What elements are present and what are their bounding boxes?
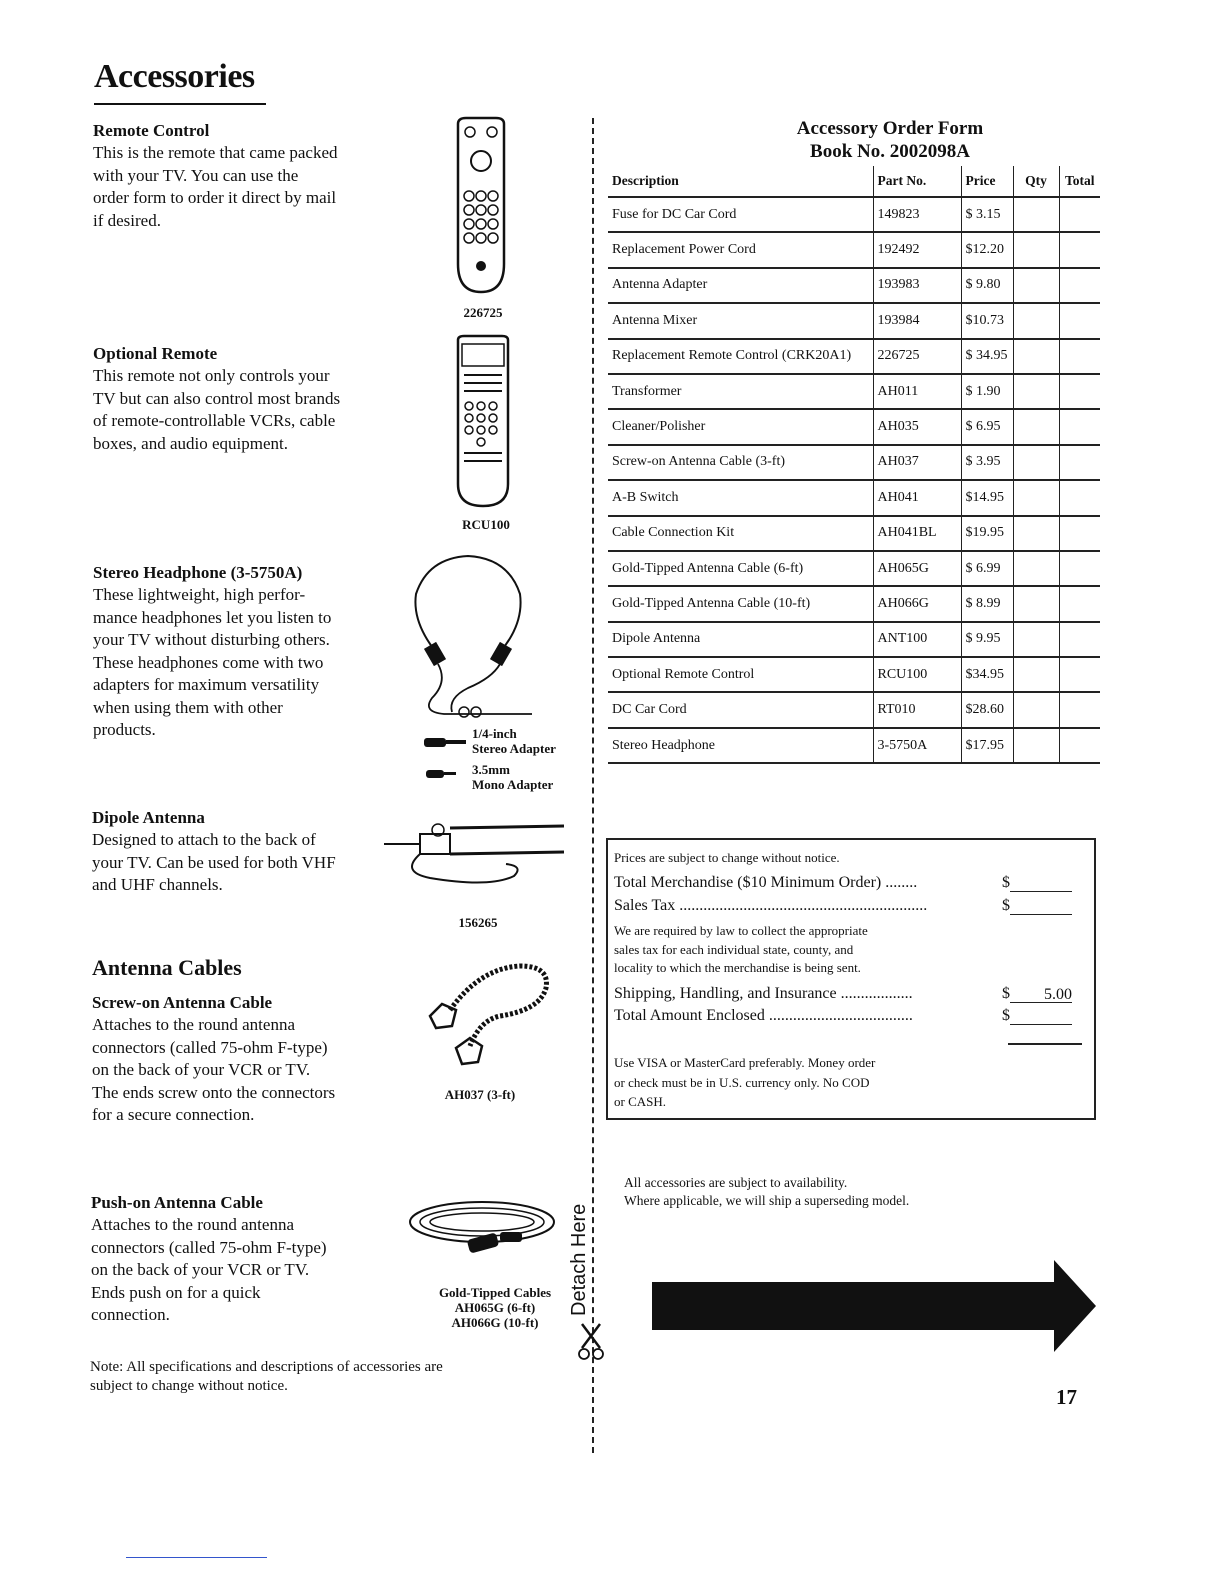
cell-qty[interactable] bbox=[1013, 268, 1059, 303]
push-on-cable-image bbox=[404, 1196, 560, 1278]
cell-price: $ 3.95 bbox=[961, 445, 1013, 480]
cell-description: Screw-on Antenna Cable (3-ft) bbox=[608, 445, 873, 480]
table-row bbox=[608, 268, 1100, 303]
cell-price: $34.95 bbox=[961, 657, 1013, 692]
cell-part-number: 193983 bbox=[873, 268, 961, 303]
cell-total[interactable] bbox=[1059, 445, 1100, 480]
table-row bbox=[608, 197, 1100, 232]
cell-qty[interactable] bbox=[1013, 197, 1059, 232]
screw-on-heading: Screw-on Antenna Cable bbox=[92, 993, 273, 1012]
screw-on-section bbox=[92, 992, 392, 1127]
cell-price: $ 1.90 bbox=[961, 374, 1013, 409]
dipole-heading: Dipole Antenna bbox=[92, 808, 205, 827]
cell-description: Replacement Remote Control (CRK20A1) bbox=[608, 339, 873, 374]
push-on-caption: Gold-Tipped Cables AH065G (6-ft) AH066G (10-ft) bbox=[438, 1285, 552, 1330]
cell-qty[interactable] bbox=[1013, 516, 1059, 551]
optional-remote-text: This remote not only controls your TV but can also control most brands of remote-controllable VCRs, cable boxes, and audio equipment. bbox=[93, 366, 341, 453]
table-row bbox=[608, 232, 1100, 267]
cell-price: $ 34.95 bbox=[961, 339, 1013, 374]
table-row bbox=[608, 586, 1100, 621]
cell-description: Antenna Mixer bbox=[608, 303, 873, 338]
cell-total[interactable] bbox=[1059, 551, 1100, 586]
mono-adapter-caption: 3.5mm Mono Adapter bbox=[472, 762, 554, 792]
cell-total[interactable] bbox=[1059, 516, 1100, 551]
payment-note: Use VISA or MasterCard preferably. Money order or check must be in U.S. currency only. No COD or CASH. bbox=[614, 1055, 876, 1109]
cell-description: Fuse for DC Car Cord bbox=[608, 197, 873, 232]
screw-on-part-number: AH037 (3-ft) bbox=[444, 1087, 516, 1102]
cell-qty[interactable] bbox=[1013, 303, 1059, 338]
shipping-label: Shipping, Handling, and Insurance .................. bbox=[614, 985, 913, 1002]
cell-qty[interactable] bbox=[1013, 232, 1059, 267]
headphone-section bbox=[93, 562, 393, 742]
total-enclosed-field[interactable]: $ bbox=[1002, 1007, 1072, 1025]
page-number: 17 bbox=[1056, 1385, 1077, 1409]
cell-total[interactable] bbox=[1059, 692, 1100, 727]
cell-qty[interactable] bbox=[1013, 586, 1059, 621]
cell-total[interactable] bbox=[1059, 339, 1100, 374]
bottom-rule bbox=[126, 1557, 267, 1558]
cell-description: Antenna Adapter bbox=[608, 268, 873, 303]
cell-qty[interactable] bbox=[1013, 551, 1059, 586]
cell-part-number: 193984 bbox=[873, 303, 961, 338]
column-header-description: Description bbox=[608, 166, 873, 197]
availability-note: All accessories are subject to availability. Where applicable, we will ship a superseding model. bbox=[624, 1175, 910, 1208]
cell-part-number: AH041 bbox=[873, 480, 961, 515]
table-row bbox=[608, 409, 1100, 444]
cell-total[interactable] bbox=[1059, 197, 1100, 232]
table-row bbox=[608, 622, 1100, 657]
cell-price: $14.95 bbox=[961, 480, 1013, 515]
total-merchandise-field[interactable]: $ bbox=[1002, 874, 1072, 892]
cell-qty[interactable] bbox=[1013, 622, 1059, 657]
shipping-field: $ 5.00 bbox=[1002, 985, 1072, 1003]
cell-description: Dipole Antenna bbox=[608, 622, 873, 657]
headphone-text: These lightweight, high perfor- mance headphones let you listen to your TV without disturbing others. These headphones come with two adapters for maximum versatility when using them with other products. bbox=[93, 585, 332, 739]
order-totals-box bbox=[606, 838, 1096, 1120]
cell-part-number: AH041BL bbox=[873, 516, 961, 551]
push-on-section bbox=[91, 1192, 391, 1327]
cell-qty[interactable] bbox=[1013, 728, 1059, 763]
table-header-row bbox=[608, 166, 1100, 197]
cell-qty[interactable] bbox=[1013, 339, 1059, 374]
table-row bbox=[608, 728, 1100, 763]
cell-description: Transformer bbox=[608, 374, 873, 409]
cell-description: Cable Connection Kit bbox=[608, 516, 873, 551]
cell-qty[interactable] bbox=[1013, 445, 1059, 480]
remote-control-part-number: 226725 bbox=[463, 305, 503, 320]
cell-qty[interactable] bbox=[1013, 657, 1059, 692]
column-header-total: Total bbox=[1059, 166, 1100, 197]
optional-remote-image bbox=[454, 334, 512, 510]
cell-total[interactable] bbox=[1059, 622, 1100, 657]
cell-part-number: 149823 bbox=[873, 197, 961, 232]
cell-description: DC Car Cord bbox=[608, 692, 873, 727]
table-row bbox=[608, 339, 1100, 374]
cell-description: A-B Switch bbox=[608, 480, 873, 515]
cell-total[interactable] bbox=[1059, 268, 1100, 303]
cell-part-number: 192492 bbox=[873, 232, 961, 267]
cell-description: Replacement Power Cord bbox=[608, 232, 873, 267]
cell-price: $ 9.95 bbox=[961, 622, 1013, 657]
table-row bbox=[608, 516, 1100, 551]
detach-here-label: Detach Here bbox=[568, 1200, 591, 1320]
order-form-table bbox=[608, 166, 1100, 764]
remote-control-heading: Remote Control bbox=[93, 121, 210, 140]
cell-price: $10.73 bbox=[961, 303, 1013, 338]
cell-price: $12.20 bbox=[961, 232, 1013, 267]
cell-total[interactable] bbox=[1059, 409, 1100, 444]
antenna-cables-heading: Antenna Cables bbox=[92, 955, 242, 980]
cell-part-number: AH035 bbox=[873, 409, 961, 444]
page-title: Accessories bbox=[94, 58, 255, 95]
remote-control-text: This is the remote that came packed with your TV. You can use the order form to order it direct by mail if desired. bbox=[93, 143, 338, 230]
cell-price: $28.60 bbox=[961, 692, 1013, 727]
cell-description: Gold-Tipped Antenna Cable (6-ft) bbox=[608, 551, 873, 586]
table-row bbox=[608, 445, 1100, 480]
cell-price: $ 6.99 bbox=[961, 551, 1013, 586]
total-enclosed-label: Total Amount Enclosed .................................... bbox=[614, 1007, 913, 1024]
cell-total[interactable] bbox=[1059, 232, 1100, 267]
table-row bbox=[608, 692, 1100, 727]
cell-part-number: ANT100 bbox=[873, 622, 961, 657]
cell-qty[interactable] bbox=[1013, 692, 1059, 727]
arrow-right-icon bbox=[652, 1260, 1096, 1352]
table-row bbox=[608, 657, 1100, 692]
cell-price: $19.95 bbox=[961, 516, 1013, 551]
cell-description: Stereo Headphone bbox=[608, 728, 873, 763]
push-on-heading: Push-on Antenna Cable bbox=[91, 1193, 263, 1212]
cell-total[interactable] bbox=[1059, 728, 1100, 763]
cell-description: Cleaner/Polisher bbox=[608, 409, 873, 444]
table-row bbox=[608, 480, 1100, 515]
stereo-adapter-caption: 1/4-inch Stereo Adapter bbox=[472, 726, 556, 756]
cell-description: Optional Remote Control bbox=[608, 657, 873, 692]
table-row bbox=[608, 551, 1100, 586]
cell-price: $ 9.80 bbox=[961, 268, 1013, 303]
prices-note: Prices are subject to change without notice. bbox=[614, 850, 840, 865]
detach-dashed-line bbox=[592, 118, 594, 1453]
dipole-text: Designed to attach to the back of your TV. Can be used for both VHF and UHF channels. bbox=[92, 830, 336, 894]
remote-control-image bbox=[454, 116, 508, 294]
cell-part-number: AH066G bbox=[873, 586, 961, 621]
cell-price: $ 3.15 bbox=[961, 197, 1013, 232]
order-form-title: Accessory Order Form Book No. 2002098A bbox=[796, 118, 984, 162]
optional-remote-part-number: RCU100 bbox=[462, 517, 510, 532]
cell-part-number: AH065G bbox=[873, 551, 961, 586]
cell-total[interactable] bbox=[1059, 303, 1100, 338]
cell-qty[interactable] bbox=[1013, 374, 1059, 409]
total-merchandise-label: Total Merchandise ($10 Minimum Order) ........ bbox=[614, 874, 918, 891]
cell-part-number: AH037 bbox=[873, 445, 961, 480]
cell-part-number: 226725 bbox=[873, 339, 961, 374]
cell-part-number: RCU100 bbox=[873, 657, 961, 692]
column-header-part: Part No. bbox=[873, 166, 961, 197]
sales-tax-note: We are required by law to collect the appropriate sales tax for each individual state, county, and locality to which the merchandise is being sent. bbox=[614, 923, 868, 975]
cell-total[interactable] bbox=[1059, 657, 1100, 692]
column-header-qty: Qty bbox=[1013, 166, 1059, 197]
table-row bbox=[608, 374, 1100, 409]
screw-on-text: Attaches to the round antenna connectors (called 75-ohm F-type) on the back of your VCR or TV. The ends screw onto the connectors for a secure connection. bbox=[92, 1015, 336, 1124]
cell-description: Gold-Tipped Antenna Cable (10-ft) bbox=[608, 586, 873, 621]
cell-part-number: 3-5750A bbox=[873, 728, 961, 763]
headphone-heading: Stereo Headphone (3-5750A) bbox=[93, 563, 303, 582]
cell-qty[interactable] bbox=[1013, 409, 1059, 444]
headphone-image bbox=[408, 552, 548, 724]
total-underline bbox=[1008, 1043, 1082, 1045]
cell-total[interactable] bbox=[1059, 374, 1100, 409]
cell-qty[interactable] bbox=[1013, 480, 1059, 515]
sales-tax-label: Sales Tax .............................................................. bbox=[614, 897, 928, 914]
optional-remote-section bbox=[93, 343, 393, 455]
cell-price: $17.95 bbox=[961, 728, 1013, 763]
dipole-part-number: 156265 bbox=[458, 915, 498, 930]
cell-part-number: AH011 bbox=[873, 374, 961, 409]
scissors-icon bbox=[576, 1322, 606, 1362]
push-on-text: Attaches to the round antenna connectors (called 75-ohm F-type) on the back of your VCR or TV. Ends push on for a quick connection. bbox=[91, 1215, 327, 1324]
cell-price: $ 8.99 bbox=[961, 586, 1013, 621]
sales-tax-field[interactable]: $ bbox=[1002, 897, 1072, 915]
cell-total[interactable] bbox=[1059, 586, 1100, 621]
adapters-image bbox=[422, 734, 470, 784]
optional-remote-heading: Optional Remote bbox=[93, 344, 218, 363]
cell-part-number: RT010 bbox=[873, 692, 961, 727]
cell-total[interactable] bbox=[1059, 480, 1100, 515]
title-underline bbox=[94, 103, 266, 105]
dipole-section bbox=[92, 807, 392, 897]
cell-price: $ 6.95 bbox=[961, 409, 1013, 444]
column-header-price: Price bbox=[961, 166, 1013, 197]
remote-control-section bbox=[93, 120, 393, 232]
table-row bbox=[608, 303, 1100, 338]
dipole-antenna-image bbox=[380, 816, 570, 892]
screw-on-cable-image bbox=[420, 958, 554, 1074]
note-text: Note: All specifications and descriptions of accessories are subject to change without notice. bbox=[90, 1359, 443, 1394]
